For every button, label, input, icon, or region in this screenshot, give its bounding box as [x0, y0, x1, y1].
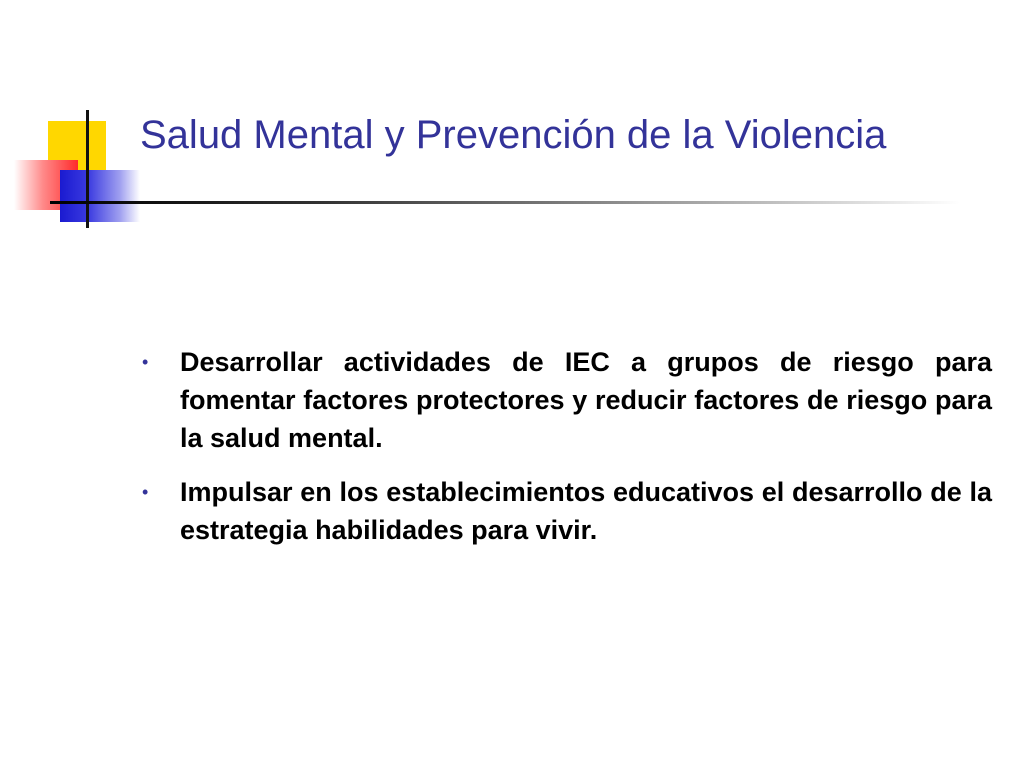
- slide-title: Salud Mental y Prevención de la Violencia: [140, 113, 887, 157]
- bullet-marker: •: [142, 352, 149, 372]
- bullet-text: Desarrollar actividades de IEC a grupos de riesgo para fomentar factores protectores y reducir factores de riesgo para la salud mental.: [180, 347, 992, 453]
- title-underline-rule: [50, 201, 960, 204]
- bullet-item: [140, 473, 992, 549]
- blue-square-shape: [60, 170, 140, 222]
- bullet-list: [140, 343, 992, 565]
- decorative-logo-squares: [0, 0, 160, 240]
- vertical-rule: [86, 110, 89, 228]
- bullet-item: [140, 343, 992, 457]
- bullet-marker: •: [142, 482, 149, 502]
- bullet-text: Impulsar en los establecimientos educativos el desarrollo de la estrategia habilidades para vivir.: [180, 477, 992, 545]
